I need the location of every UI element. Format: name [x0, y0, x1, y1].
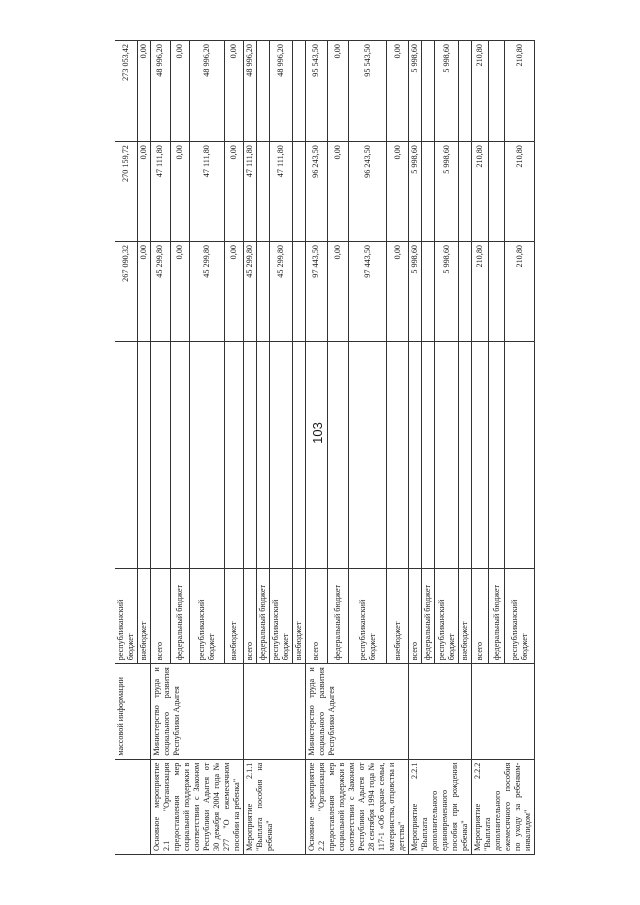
- value-cell: 0,00: [138, 41, 151, 142]
- value-cell: 5 998,60: [435, 241, 458, 341]
- executor-cell: [409, 664, 472, 759]
- source-cell: республиканский бюджет: [190, 568, 225, 663]
- value-cell: 0,00: [170, 142, 190, 242]
- source-cell: республиканский бюджет: [349, 568, 387, 663]
- value-cell: 0,00: [224, 41, 244, 142]
- spacer-cell: [151, 341, 171, 568]
- value-cell: [458, 241, 471, 341]
- value-cell: 0,00: [138, 142, 151, 242]
- source-cell: всего: [409, 568, 422, 663]
- spacer-cell: [190, 341, 225, 568]
- spacer-cell: [387, 341, 409, 568]
- value-cell: 45 299,80: [190, 241, 225, 341]
- source-cell: внебюджет: [138, 568, 151, 663]
- value-cell: 267 090,32: [115, 241, 138, 341]
- source-cell: внебюджет: [293, 568, 306, 663]
- source-cell: республиканский бюджет: [270, 568, 293, 663]
- page-number: 103: [310, 422, 325, 444]
- value-cell: 0,00: [387, 241, 409, 341]
- value-cell: 0,00: [170, 41, 190, 142]
- value-cell: 210,80: [472, 41, 489, 142]
- source-cell: всего: [306, 568, 328, 663]
- value-cell: 270 159,72: [115, 142, 138, 242]
- value-cell: 45 299,80: [151, 241, 171, 341]
- spacer-cell: [257, 341, 270, 568]
- executor-cell: [472, 664, 535, 759]
- source-cell: внебюджет: [224, 568, 244, 663]
- value-cell: 5 998,60: [435, 41, 458, 142]
- value-cell: 5 998,60: [409, 241, 422, 341]
- value-cell: 48 996,20: [190, 41, 225, 142]
- value-cell: 210,80: [505, 241, 535, 341]
- value-cell: 47 111,80: [151, 142, 171, 242]
- spacer-cell: [170, 341, 190, 568]
- spacer-cell: [458, 341, 471, 568]
- value-cell: 0,00: [224, 241, 244, 341]
- value-cell: 97 443,50: [349, 241, 387, 341]
- value-cell: [488, 41, 505, 142]
- table-row: [409, 41, 422, 855]
- value-cell: [488, 142, 505, 242]
- value-cell: [458, 41, 471, 142]
- value-cell: 45 299,80: [270, 241, 293, 341]
- spacer-cell: [138, 341, 151, 568]
- value-cell: [293, 241, 306, 341]
- rotated-table-wrapper: [115, 40, 592, 855]
- source-cell: федеральный бюджет: [170, 568, 190, 663]
- measure-title-cell: Мероприятие 2.1.1 "Выплата пособия на ребенка": [244, 759, 306, 854]
- spacer-cell: [435, 341, 458, 568]
- value-cell: [488, 241, 505, 341]
- value-cell: [293, 41, 306, 142]
- source-cell: федеральный бюджет: [488, 568, 505, 663]
- table-row: [151, 41, 171, 855]
- spacer-cell: [224, 341, 244, 568]
- executor-cell: массовой информации: [115, 664, 151, 759]
- measure-title-cell: Мероприятие 2.2.2 "Выплата дополнительного ежемесячного пособия по уходу за ребенком-инвалидом": [472, 759, 535, 854]
- title-cell: [115, 759, 151, 854]
- value-cell: 5 998,60: [409, 142, 422, 242]
- value-cell: 48 996,20: [151, 41, 171, 142]
- value-cell: 97 443,50: [306, 241, 328, 341]
- value-cell: 48 996,20: [270, 41, 293, 142]
- spacer-cell: [422, 341, 435, 568]
- source-cell: всего: [151, 568, 171, 663]
- value-cell: 47 111,80: [270, 142, 293, 242]
- value-cell: [257, 241, 270, 341]
- value-cell: 96 243,50: [306, 142, 328, 242]
- value-cell: 210,80: [505, 142, 535, 242]
- value-cell: 5 998,60: [435, 142, 458, 242]
- measure-title-cell: Основное мероприятие 2.1 "Организация предоставления мер социальной поддержки в соответствии с Законом Республики Адыгея от 30 декабря 2004 года № 277 "О ежемесячном пособии на ребенка": [151, 759, 244, 854]
- value-cell: 45 299,80: [244, 241, 257, 341]
- table-row: [306, 41, 328, 855]
- value-cell: [257, 142, 270, 242]
- value-cell: 96 243,50: [349, 142, 387, 242]
- value-cell: 48 996,20: [244, 41, 257, 142]
- value-cell: 5 998,60: [409, 41, 422, 142]
- value-cell: 95 543,50: [349, 41, 387, 142]
- spacer-cell: [327, 341, 349, 568]
- value-cell: 0,00: [327, 142, 349, 242]
- value-cell: 0,00: [327, 241, 349, 341]
- table-row: [115, 41, 138, 855]
- value-cell: 0,00: [387, 142, 409, 242]
- measure-title-cell: Мероприятие 2.2.1 "Выплата дополнительного единовременного пособия при рождении ребенка": [409, 759, 472, 854]
- budget-table: [115, 40, 535, 855]
- spacer-cell: [409, 341, 422, 568]
- spacer-cell: [244, 341, 257, 568]
- value-cell: 0,00: [327, 41, 349, 142]
- source-cell: республиканский бюджет: [505, 568, 535, 663]
- source-cell: всего: [244, 568, 257, 663]
- measure-title-cell: Основное мероприятие 2.2 "Организация предоставления мер социальной поддержки в соответствии с Законом Республики Адыгея от 28 сентября 1994 года № 117-1 «Об охране семьи, материнства, отцовства и детства": [306, 759, 409, 854]
- value-cell: [257, 41, 270, 142]
- executor-cell: Министерство труда и социального развития Республики Адыгея: [306, 664, 409, 759]
- value-cell: 273 053,42: [115, 41, 138, 142]
- value-cell: 210,80: [505, 41, 535, 142]
- value-cell: [293, 142, 306, 242]
- value-cell: 95 543,50: [306, 41, 328, 142]
- value-cell: 0,00: [387, 41, 409, 142]
- spacer-cell: [115, 341, 138, 568]
- executor-cell: Министерство труда и социального развития Республики Адыгея: [151, 664, 244, 759]
- source-cell: федеральный бюджет: [257, 568, 270, 663]
- spacer-cell: [270, 341, 293, 568]
- source-cell: всего: [472, 568, 489, 663]
- value-cell: [422, 41, 435, 142]
- value-cell: 47 111,80: [190, 142, 225, 242]
- value-cell: [422, 241, 435, 341]
- source-cell: внебюджет: [458, 568, 471, 663]
- source-cell: федеральный бюджет: [422, 568, 435, 663]
- value-cell: 0,00: [224, 142, 244, 242]
- source-cell: республиканский бюджет: [435, 568, 458, 663]
- spacer-cell: [505, 341, 535, 568]
- spacer-cell: [472, 341, 489, 568]
- source-cell: внебюджет: [387, 568, 409, 663]
- table-row: [244, 41, 257, 855]
- table-row: [472, 41, 489, 855]
- value-cell: 210,80: [472, 241, 489, 341]
- value-cell: 0,00: [138, 241, 151, 341]
- executor-cell: [244, 664, 306, 759]
- value-cell: [458, 142, 471, 242]
- spacer-cell: [349, 341, 387, 568]
- spacer-cell: [306, 341, 328, 568]
- source-cell: федеральный бюджет: [327, 568, 349, 663]
- spacer-cell: [488, 341, 505, 568]
- value-cell: [422, 142, 435, 242]
- value-cell: 0,00: [170, 241, 190, 341]
- source-cell: республиканский бюджет: [115, 568, 138, 663]
- value-cell: 210,80: [472, 142, 489, 242]
- spacer-cell: [293, 341, 306, 568]
- value-cell: 47 111,80: [244, 142, 257, 242]
